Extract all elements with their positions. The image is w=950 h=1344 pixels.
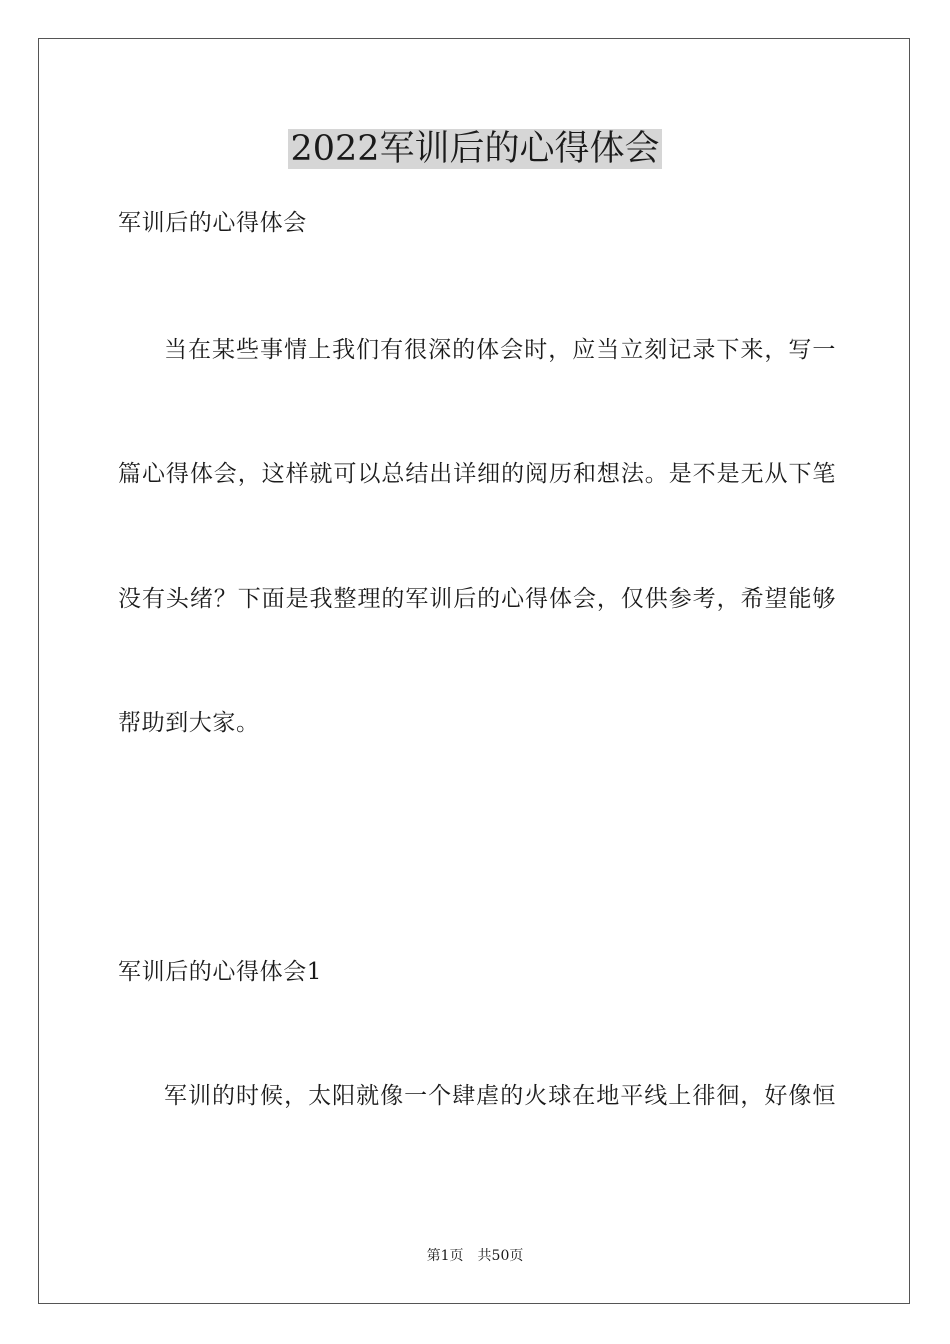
intro-line-2: 篇心得体会，这样就可以总结出详细的阅历和想法。是不是无从下笔	[118, 461, 836, 487]
intro-line-4: 帮助到大家。	[118, 710, 260, 736]
document-title	[0, 128, 950, 170]
document-subtitle: 军训后的心得体会	[118, 210, 307, 236]
section-line-1: 军训的时候，太阳就像一个肆虐的火球在地平线上徘徊，好像恒	[164, 1083, 836, 1109]
section-heading: 军训后的心得体会1	[118, 959, 323, 985]
page-footer	[0, 1247, 950, 1265]
document-title-text: 2022军训后的心得体会	[290, 129, 660, 169]
page-total: 共50页	[477, 1248, 524, 1264]
intro-line-3: 没有头绪？下面是我整理的军训后的心得体会，仅供参考，希望能够	[118, 586, 836, 612]
intro-line-1: 当在某些事情上我们有很深的体会时，应当立刻记录下来，写一	[164, 337, 836, 363]
page-number: 第1页	[426, 1248, 464, 1264]
